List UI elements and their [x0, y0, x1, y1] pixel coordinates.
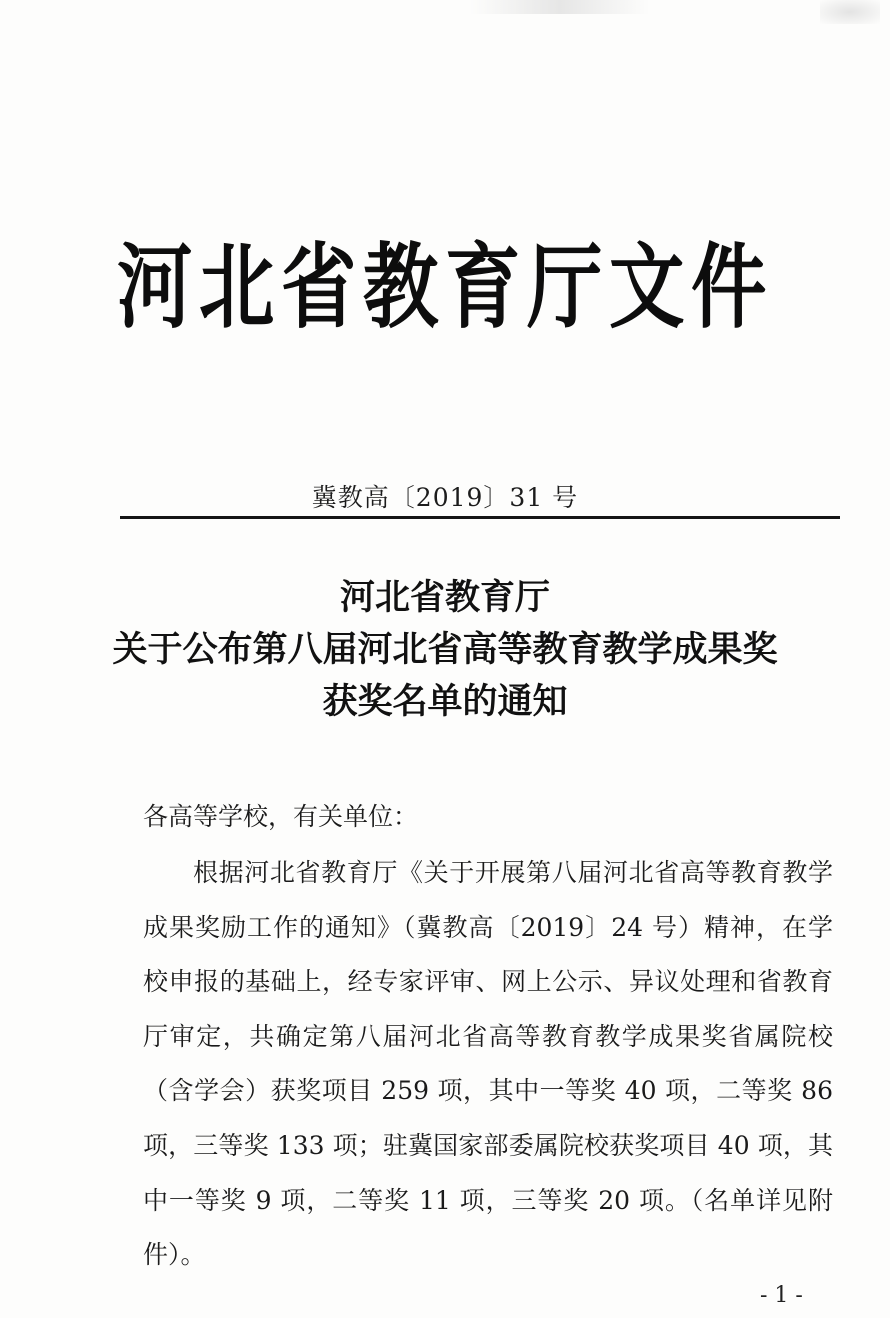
- title-line-2: 关于公布第八届河北省高等教育教学成果奖: [112, 629, 778, 670]
- body-line: 项，三等奖 133 项；驻冀国家部委属院校获奖项目 40 项，其: [143, 1130, 833, 1160]
- document-number: 冀教高〔2019〕31 号: [311, 483, 579, 512]
- body-line: （含学会）获奖项目 259 项，其中一等奖 40 项，二等奖 86: [143, 1076, 833, 1106]
- body-line: 厅审定，共确定第八届河北省高等教育教学成果奖省属院校: [143, 1021, 833, 1051]
- title-line-3: 获奖名单的通知: [322, 681, 568, 722]
- scan-smudge: [820, 0, 880, 24]
- body-line: 中一等奖 9 项，二等奖 11 项，三等奖 20 项。（名单详见附: [143, 1185, 833, 1215]
- page-number: - 1 -: [760, 1283, 803, 1308]
- body-line: 成果奖励工作的通知》（冀教高〔2019〕24 号）精神，在学: [143, 912, 833, 942]
- scan-smudge: [470, 0, 650, 14]
- body-line: 根据河北省教育厅《关于开展第八届河北省高等教育教学: [193, 858, 833, 887]
- body-line: 件）。: [143, 1240, 206, 1270]
- body-paragraph: [143, 846, 833, 1283]
- title-line-1: 河北省教育厅: [339, 577, 550, 618]
- salutation: 各高等学校，有关单位：: [143, 802, 419, 831]
- document-masthead: 河北省教育厅文件: [116, 233, 774, 341]
- header-rule: [120, 516, 840, 519]
- body-line: 校申报的基础上，经专家评审、网上公示、异议处理和省教育: [143, 967, 833, 997]
- notice-title: [0, 572, 890, 728]
